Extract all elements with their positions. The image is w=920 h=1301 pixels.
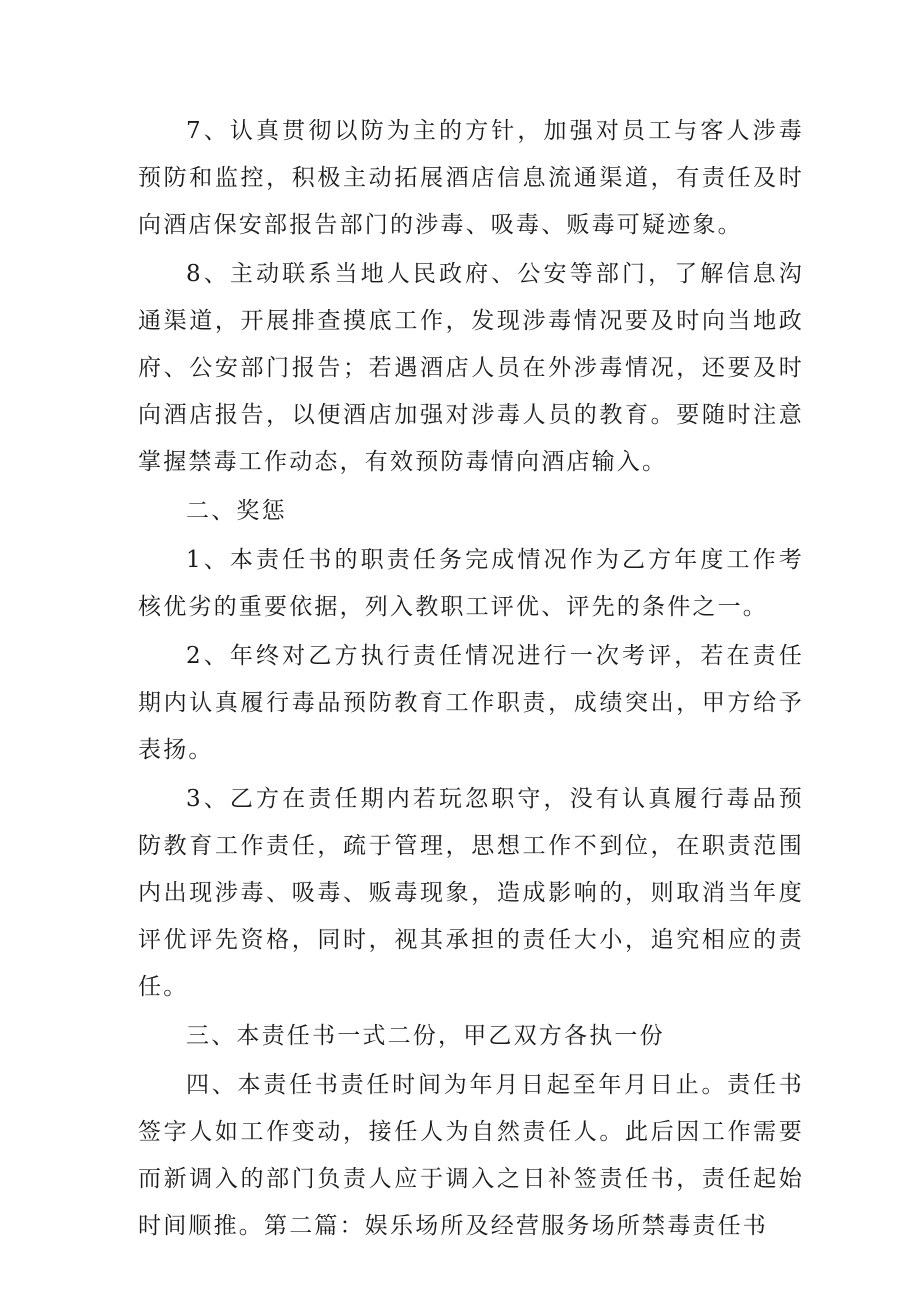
paragraph-clause-8: 8、主动联系当地人民政府、公安等部门，了解信息沟通渠道，开展排查摸底工作，发现涉毒情况要及时向当地政府、公安部门报告；若遇酒店人员在外涉毒情况，还要及时向酒店报告，以便酒店加强对涉毒人员的教育。要随时注意掌握禁毒工作动态，有效预防毒情向酒店输入。 xyxy=(138,261,804,475)
paragraph-section-3: 三、本责任书一式二份，甲乙双方各执一份 xyxy=(186,1023,665,1049)
paragraph-reward-1: 1、本责任书的职责任务完成情况作为乙方年度工作考核优劣的重要依据，列入教职工评优、评先的条件之一。 xyxy=(138,547,804,620)
paragraph-clause-7: 7、认真贯彻以防为主的方针，加强对员工与客人涉毒预防和监控，积极主动拓展酒店信息流通渠道，有责任及时向酒店保安部报告部门的涉毒、吸毒、贩毒可疑迹象。 xyxy=(138,118,804,238)
document-body xyxy=(138,108,804,1252)
section-heading-rewards-penalties: 二、奖惩 xyxy=(186,498,287,524)
paragraph-reward-3: 3、乙方在责任期内若玩忽职守，没有认真履行毒品预防教育工作责任，疏于管理，思想工作不到位，在职责范围内出现涉毒、吸毒、贩毒现象，造成影响的，则取消当年度评优评先资格，同时，视其承担的责任大小，追究相应的责任。 xyxy=(138,786,804,1000)
paragraph-reward-2: 2、年终对乙方执行责任情况进行一次考评，若在责任期内认真履行毒品预防教育工作职责，成绩突出，甲方给予表扬。 xyxy=(138,643,804,763)
paragraph-section-4: 四、本责任书责任时间为年月日起至年月日止。责任书签字人如工作变动，接任人为自然责任人。此后因工作需要而新调入的部门负责人应于调入之日补签责任书，责任起始时间顺推。第二篇：娱乐场所及经营服务场所禁毒责任书 xyxy=(138,1072,804,1239)
